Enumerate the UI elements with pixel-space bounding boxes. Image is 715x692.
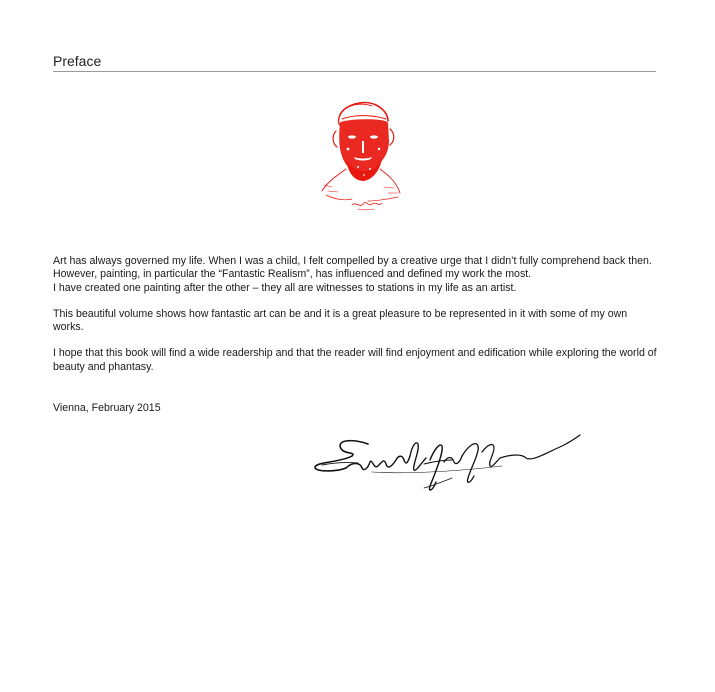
body-paragraph: This beautiful volume shows how fantastic art can be and it is a great pleasure to be represented in it with some of my own works. (53, 307, 628, 334)
preface-body (53, 255, 657, 387)
portrait-sketch-icon (318, 97, 404, 215)
page-title: Preface (53, 53, 102, 69)
body-paragraph: Art has always governed my life. When I was a child, I felt compelled by a creative urge that I didn’t fully comprehend back then. However, painting, in particular the “Fantastic Realism”, has influenced and defined my work the most. (53, 255, 652, 281)
title-divider (53, 71, 656, 72)
place-date: Vienna, February 2015 (53, 402, 161, 414)
handwritten-signature-icon (312, 432, 584, 494)
body-paragraph: I hope that this book will find a wide readership and that the reader will find enjoyment and edification while exploring the world of beauty and phantasy. (53, 347, 657, 373)
body-paragraph: I have created one painting after the other – they all are witnesses to stations in my life as an artist. (53, 281, 517, 294)
